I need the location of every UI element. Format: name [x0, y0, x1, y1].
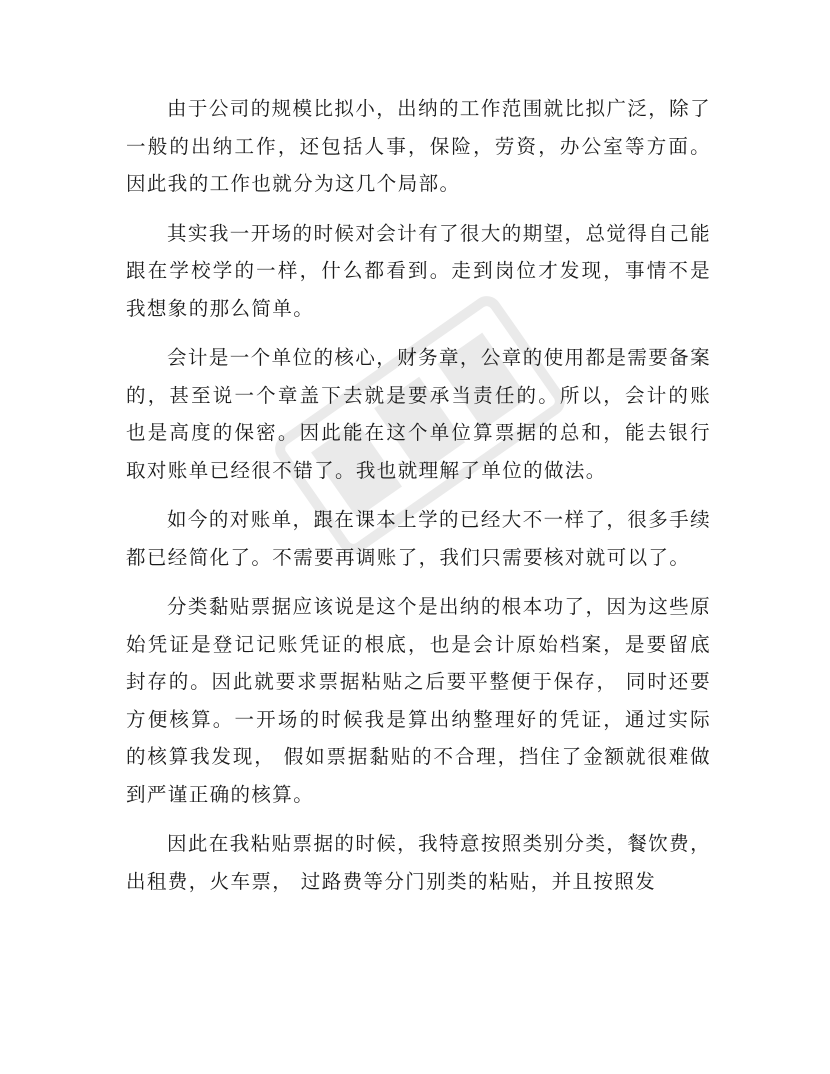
paragraph-6: 因此在我粘贴票据的时候，我特意按照类别分类，餐饮费，出租费，火车票， 过路费等分门别类的粘贴，并且按照发 [126, 832, 711, 893]
paragraph-4: 如今的对账单，跟在课本上学的已经大不一样了，很多手续都已经简化了。不需要再调账了，我们只需要核对就可以了。 [126, 508, 711, 569]
document-body [126, 90, 711, 912]
paragraph-3: 会计是一个单位的核心，财务章，公章的使用都是需要备案的，甚至说一个章盖下去就是要承当责任的。所以，会计的账也是高度的保密。因此能在这个单位算票据的总和，能去银行取对账单已经很不错了。我也就理解了单位的做法。 [126, 346, 711, 482]
paragraph-5: 分类黏贴票据应该说是这个是出纳的根本功了，因为这些原始凭证是登记记账凭证的根底，也是会计原始档案，是要留底封存的。因此就要求票据粘贴之后要平整便于保存， 同时还要方便核算。一开场的时候我是算出纳整理好的凭证，通过实际的核算我发现， 假如票据黏贴的不合理，挡住了金额就很难做到严谨正确的核算。 [126, 595, 711, 806]
paragraph-2: 其实我一开场的时候对会计有了很大的期望，总觉得自己能跟在学校学的一样，什么都看到。走到岗位才发现，事情不是我想象的那么简单。 [126, 221, 711, 320]
paragraph-1: 由于公司的规模比拟小，出纳的工作范围就比拟广泛，除了一般的出纳工作，还包括人事，保险，劳资，办公室等方面。因此我的工作也就分为这几个局部。 [126, 97, 711, 195]
